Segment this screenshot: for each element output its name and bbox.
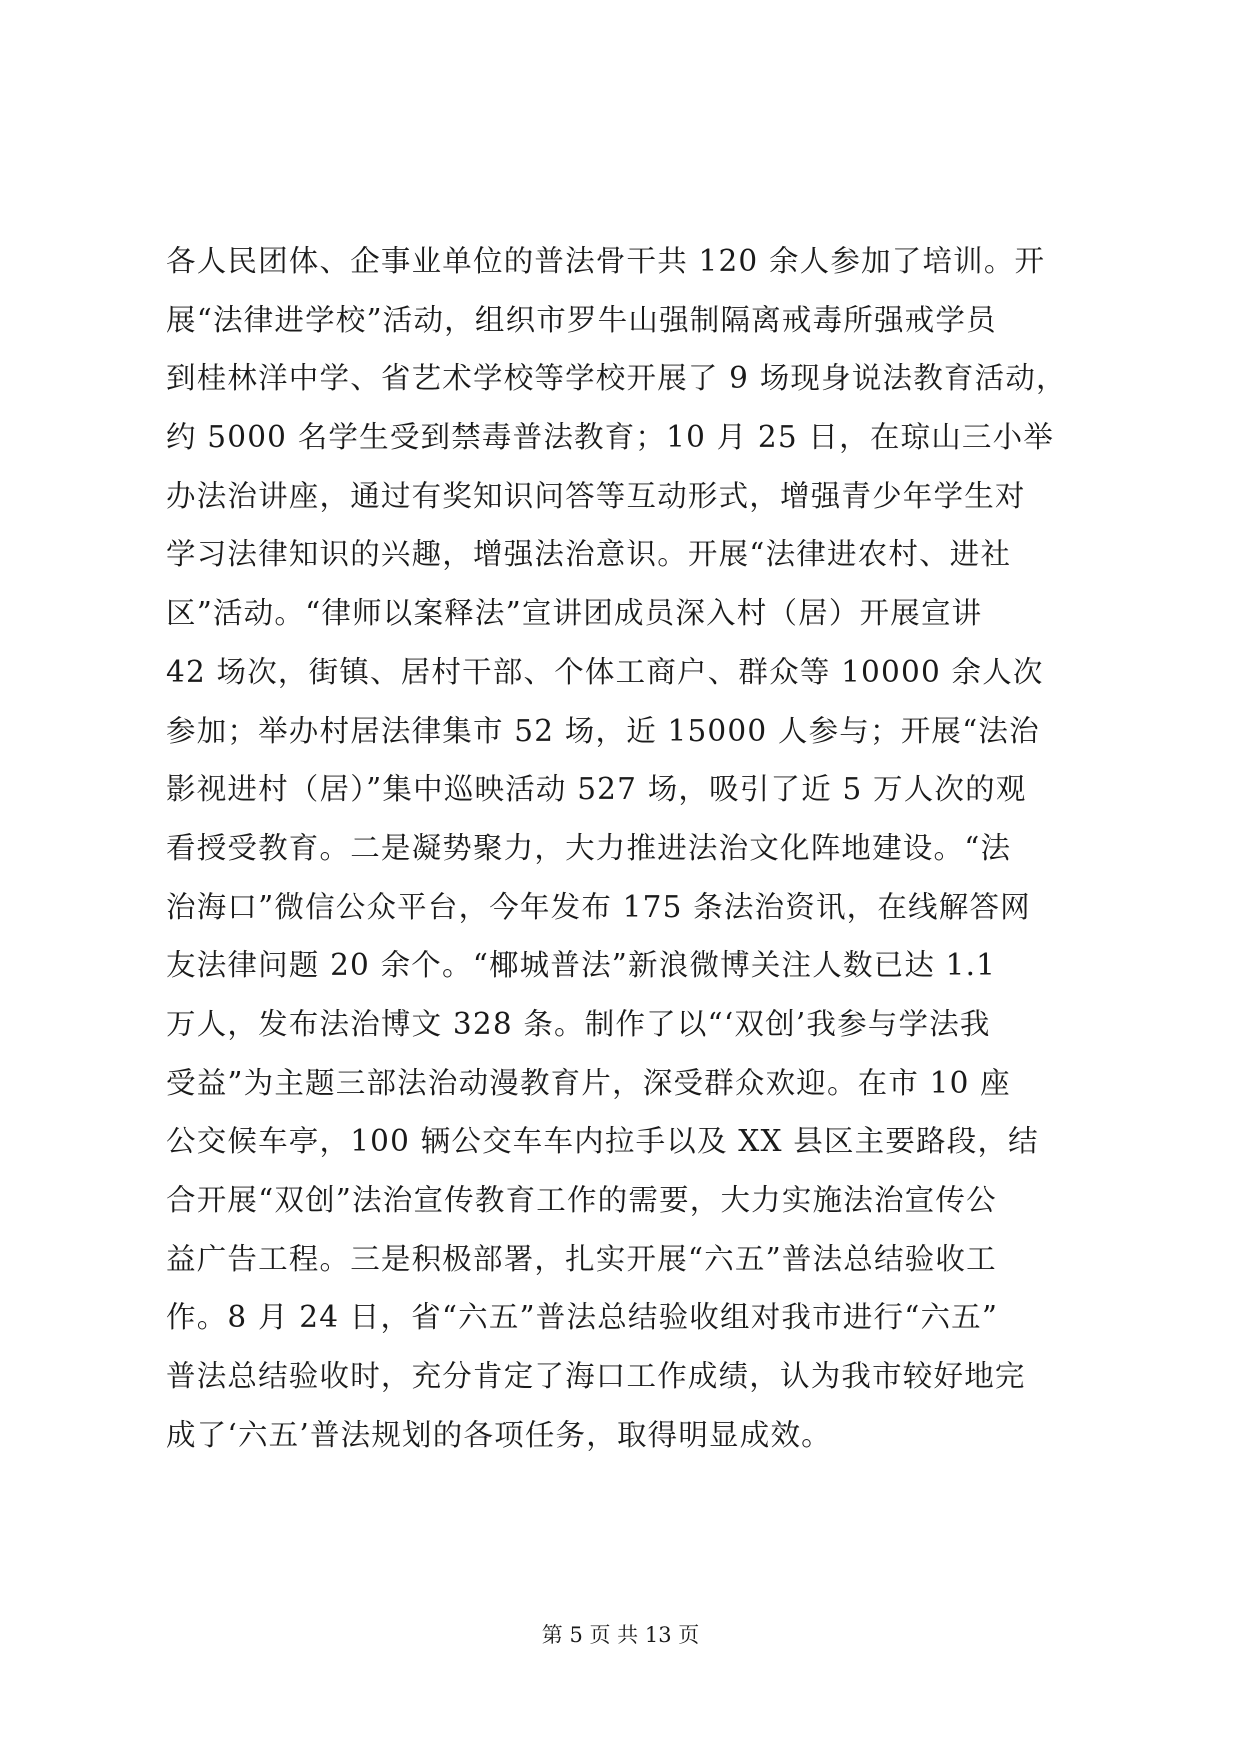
text-line: 公交候车亭，100 辆公交车车内拉手以及 XX 县区主要路段，结 [166, 1124, 1039, 1159]
text-line: 42 场次，街镇、居村干部、个体工商户、群众等 10000 余人次 [166, 654, 1044, 689]
text-line: 到桂林洋中学、省艺术学校等学校开展了 9 场现身说法教育活动， [166, 361, 1067, 396]
text-line: 万人，发布法治博文 328 条。制作了以“‘双创’我参与学法我 [166, 1006, 991, 1041]
text-line: 看授受教育。二是凝势聚力，大力推进法治文化阵地建设。“法 [166, 830, 1012, 865]
text-line: 受益”为主题三部法治动漫教育片，深受群众欢迎。在市 10 座 [166, 1065, 1011, 1100]
text-line: 学习法律知识的兴趣，增强法治意识。开展“法律进农村、进社 [166, 537, 1012, 572]
text-line: 区”活动。“律师以案释法”宣讲团成员深入村（居）开展宣讲 [166, 596, 983, 631]
text-line: 展“法律进学校”活动，组织市罗牛山强制隔离戒毒所强戒学员 [166, 302, 997, 337]
page-number-footer: 第 5 页 共 13 页 [541, 1623, 700, 1647]
text-line: 各人民团体、企事业单位的普法骨干共 120 余人参加了培训。开 [166, 244, 1046, 278]
text-line: 治海口”微信公众平台，今年发布 175 条法治资讯，在线解答网 [166, 889, 1031, 924]
text-line: 合开展“双创”法治宣传教育工作的需要，大力实施法治宣传公 [166, 1183, 997, 1217]
text-line: 约 5000 名学生受到禁毒普法教育；10 月 25 日，在琼山三小举 [166, 420, 1055, 455]
body-paragraph [166, 232, 1086, 1464]
text-line: 益广告工程。三是积极部署，扎实开展“六五”普法总结验收工 [166, 1241, 997, 1276]
text-line: 办法治讲座，通过有奖知识问答等互动形式，增强青少年学生对 [166, 478, 1026, 513]
text-line: 成了‘六五’普法规划的各项任务，取得明显成效。 [166, 1417, 832, 1452]
text-line: 普法总结验收时，充分肯定了海口工作成绩，认为我市较好地完 [166, 1359, 1026, 1394]
text-line: 参加；举办村居法律集市 52 场，近 15000 人参与；开展“法治 [166, 713, 1040, 748]
text-line: 友法律问题 20 余个。“椰城普法”新浪微博关注人数已达 1.1 [166, 948, 997, 983]
text-line: 作。8 月 24 日，省“六五”普法总结验收组对我市进行“六五” [166, 1300, 999, 1335]
text-line: 影视进村（居）”集中巡映活动 527 场，吸引了近 5 万人次的观 [166, 772, 1027, 807]
